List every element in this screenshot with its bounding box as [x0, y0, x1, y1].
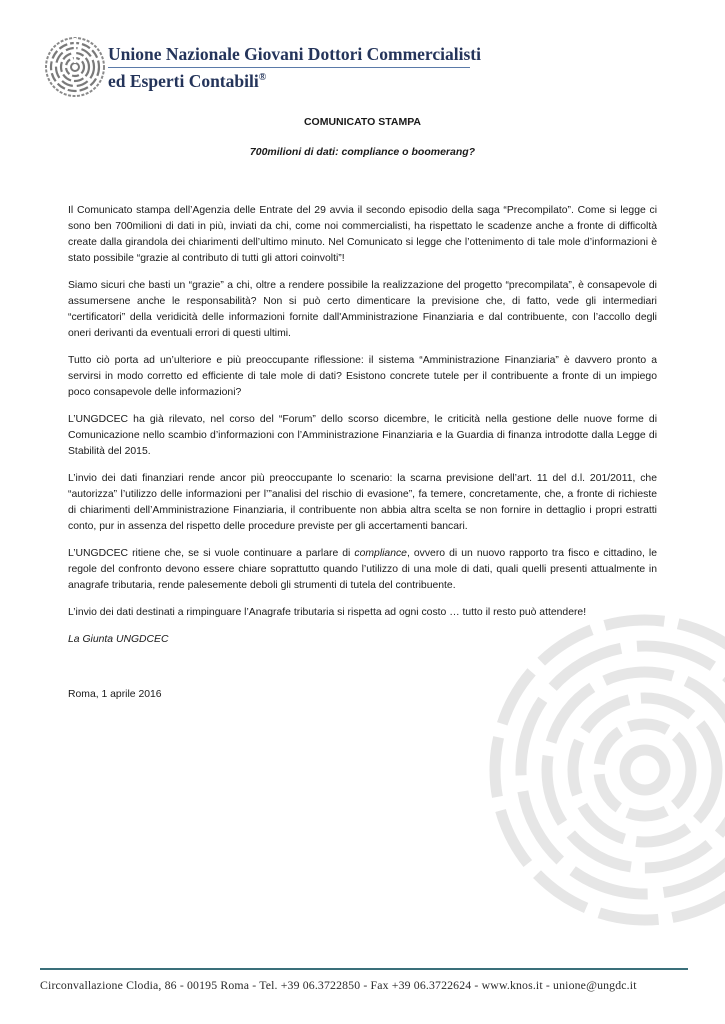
- closing-paragraph: L’invio dei dati destinati a rimpinguare l’Anagrafe tributaria si rispetta ad ogni costo … tutto il resto può attendere!: [68, 607, 587, 618]
- letterhead-divider: [108, 67, 470, 68]
- org-name-line2-text: ed Esperti Contabili: [108, 71, 259, 91]
- org-name-line1: Unione Nazionale Giovani Dottori Commercialisti: [108, 44, 481, 64]
- labyrinth-logo-icon: [44, 36, 106, 98]
- para6-before: L’UNGDCEC ritiene che, se si vuole continuare a parlare di: [68, 548, 355, 559]
- document-body: [68, 203, 657, 714]
- footer-divider: [40, 968, 688, 970]
- letterhead: [44, 36, 481, 106]
- para6-emphasis: compliance: [354, 548, 407, 559]
- document-subtitle: 700milioni di dati: compliance o boomerang?: [249, 146, 476, 158]
- body-paragraph: L’UNGDCEC ha già rilevato, nel corso del “Forum” dello scorso dicembre, le criticità nella gestione delle nuove forme di Comunicazione nello scambio d’informazioni con l’Amministrazione Finanziaria e la Guardia di finanza introdotte dalla Legge di Stabilità del 2015.: [68, 414, 657, 457]
- para6-after: , ovvero di un nuovo rapporto tra fisco e cittadino, le regole del confronto devono essere chiare soprattutto quando l’utilizzo di una mole di dati, quali quelli presenti attualmente in anagrafe tributaria, rende palesemente deboli gli strumenti di tutela del contribuente.: [68, 548, 658, 591]
- place-date: Roma, 1 aprile 2016: [68, 689, 162, 700]
- body-paragraph: Il Comunicato stampa dell’Agenzia delle Entrate del 29 avvia il secondo episodio della saga “Precompilato”. Come si legge ci sono ben 700milioni di dati in più, inviati da chi, come noi commercialisti, ha rispettato le scadenze anche a fronte di difficoltà create dalla girandola dei chiarimenti dell’ultimo minuto. Nel Comunicato si legge che l’ottenimento di tale mole d’informazioni è stato possibile “grazie al contributo di tutti gli attori coinvolti”!: [68, 205, 657, 264]
- document-title: COMUNICATO STAMPA: [303, 116, 422, 128]
- org-name-line2: [108, 71, 266, 92]
- body-paragraph: Siamo sicuri che basti un “grazie” a chi, oltre a rendere possibile la realizzazione del progetto “precompilata”, è consapevole di assumersene anche le responsabilità? Non si può certo dimenticare la previsione che, di fatto, vede gli intermediari “certificatori” della veridicità delle informazioni fornite dall'Amministrazione Finanziaria e dal contribuente, con l’accollo degli oneri derivanti da eventuali errori di questi ultimi.: [68, 280, 657, 339]
- registered-mark: ®: [258, 72, 267, 84]
- body-paragraph: [68, 546, 657, 594]
- footer-contact: Circonvallazione Clodia, 86 - 00195 Roma - Tel. +39 06.3722850 - Fax +39 06.3722624 - www.knos.it - unione@ungdc.it: [40, 978, 637, 992]
- body-paragraph: L’invio dei dati finanziari rende ancor più preoccupante lo scenario: la scarna previsione dell’art. 11 del d.l. 201/2011, che “autorizza” l’utilizzo delle informazioni per l’”analisi del rischio di evasione”, fa temere, concretamente, che, a fronte di richieste di chiarimenti dell’Amministrazione Finanziaria, il contribuente non abbia altra scelta se non fornire in dettaglio i propri estratti conto, pur in assenza del rispetto delle procedure previste per gli accertamenti bancari.: [68, 473, 657, 532]
- signature: La Giunta UNGDCEC: [68, 634, 169, 645]
- body-paragraph: Tutto ciò porta ad un’ulteriore e più preoccupante riflessione: il sistema “Amministrazione Finanziaria” è davvero pronto a servirsi in modo corretto ed efficiente di tale mole di dati? Esistono concrete tutele per il contribuente a fronte di un impiego poco consapevole delle informazioni?: [68, 355, 657, 398]
